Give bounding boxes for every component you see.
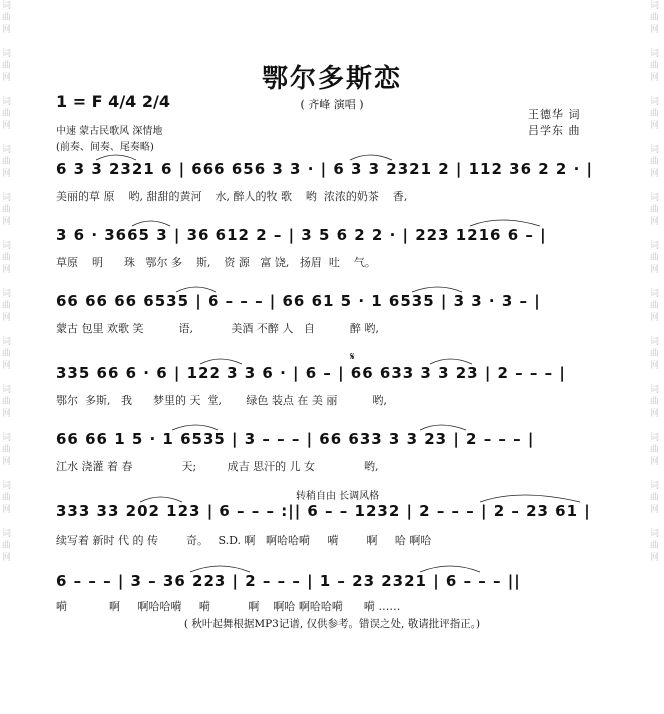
lyricist-credit: 王德华 词: [528, 108, 581, 121]
watermark-left: 词 曲 网 词 曲 网 词 曲 网 词 曲 网 词 曲 网 词 曲 网 词 曲 网 词 曲 网 词 曲 网 词 曲 网 词 曲 网 词 曲 网: [2, 1, 12, 563]
notation-row-5: 66 66 1 5 · 1 6535 | 3 – – – | 66 633 3 3 23 | 2 – – – |: [56, 430, 535, 448]
lyrics-row-3: 蒙古 包里 欢歌 笑 语, 美酒 不醉 人 自 醉 哟,: [56, 322, 379, 335]
watermark-right: 词 曲 网 词 曲 网 词 曲 网 词 曲 网 词 曲 网 词 曲 网 词 曲 网 词 曲 网 词 曲 网 词 曲 网 词 曲 网 词 曲 网: [650, 1, 660, 563]
notation-row-7: 6 – – – | 3 – 36 223 | 2 – – – | 1 – 23 2321 | 6 – – – ||: [56, 572, 521, 590]
composer-credit: 吕学东 曲: [528, 124, 581, 137]
segno-mark: 𝄋: [350, 350, 355, 363]
notation-row-6: 333 33 202 123 | 6 – – – :|| 6 – – 1232 | 2 – – – | 2 – 23 61 |: [56, 502, 591, 520]
singer-credit: ( 齐峰 演唱 ): [300, 98, 364, 111]
song-title: 鄂尔多斯恋: [261, 64, 402, 94]
lyrics-row-2: 草原 明 珠 鄂尔 多 斯, 资 源 富 饶, 扬眉 吐 气。: [56, 256, 376, 269]
transcription-footer: ( 秋叶起舞根据MP3记谱, 仅供参考。错误之处, 敬请批评指正。): [183, 618, 481, 630]
lyrics-row-7: 嗬 啊 啊哈哈嗬 嗬 啊 啊哈 啊哈哈嗬 嗬 ……: [56, 600, 401, 613]
notation-row-4: 335 66 6 · 6 | 122 3 3 6 · | 6 – | 66 633 3 3 23 | 2 – – – |: [56, 364, 566, 382]
structure-note: (前奏、间奏、尾奏略): [56, 142, 154, 153]
notation-row-3: 66 66 66 6535 | 6 – – – | 66 61 5 · 1 6535 | 3 3 · 3 – |: [56, 292, 541, 310]
style-change-note: 转稍自由 长调风格: [296, 491, 380, 502]
notation-row-1: 6 3 3 2321 6 | 666 656 3 3 · | 6 3 3 2321 2 | 112 36 2 2 · |: [56, 160, 593, 178]
tempo-marking: 中速 蒙古民歌风 深情地: [56, 126, 163, 137]
notation-row-2: 3 6 · 3665 3 | 36 612 2 – | 3 5 6 2 2 · | 223 1216 6 – |: [56, 226, 547, 244]
lyrics-row-6: 续写着 新时 代 的 传 奇。 S.D. 啊 啊哈哈嗬 嗬 啊 哈 啊哈: [56, 534, 432, 547]
key-signature: 1 = F 4/4 2/4: [56, 92, 170, 111]
lyrics-row-4: 鄂尔 多斯, 我 梦里的 天 堂, 绿色 装点 在 美 丽 哟,: [56, 394, 387, 407]
lyrics-row-1: 美丽的草 原 哟, 甜甜的黄河 水, 醉人的牧 歌 哟 浓浓的奶茶 香,: [56, 190, 408, 203]
lyrics-row-5: 江水 浇灌 着 春 天; 成吉 思汗的 儿 女 哟,: [56, 460, 379, 473]
